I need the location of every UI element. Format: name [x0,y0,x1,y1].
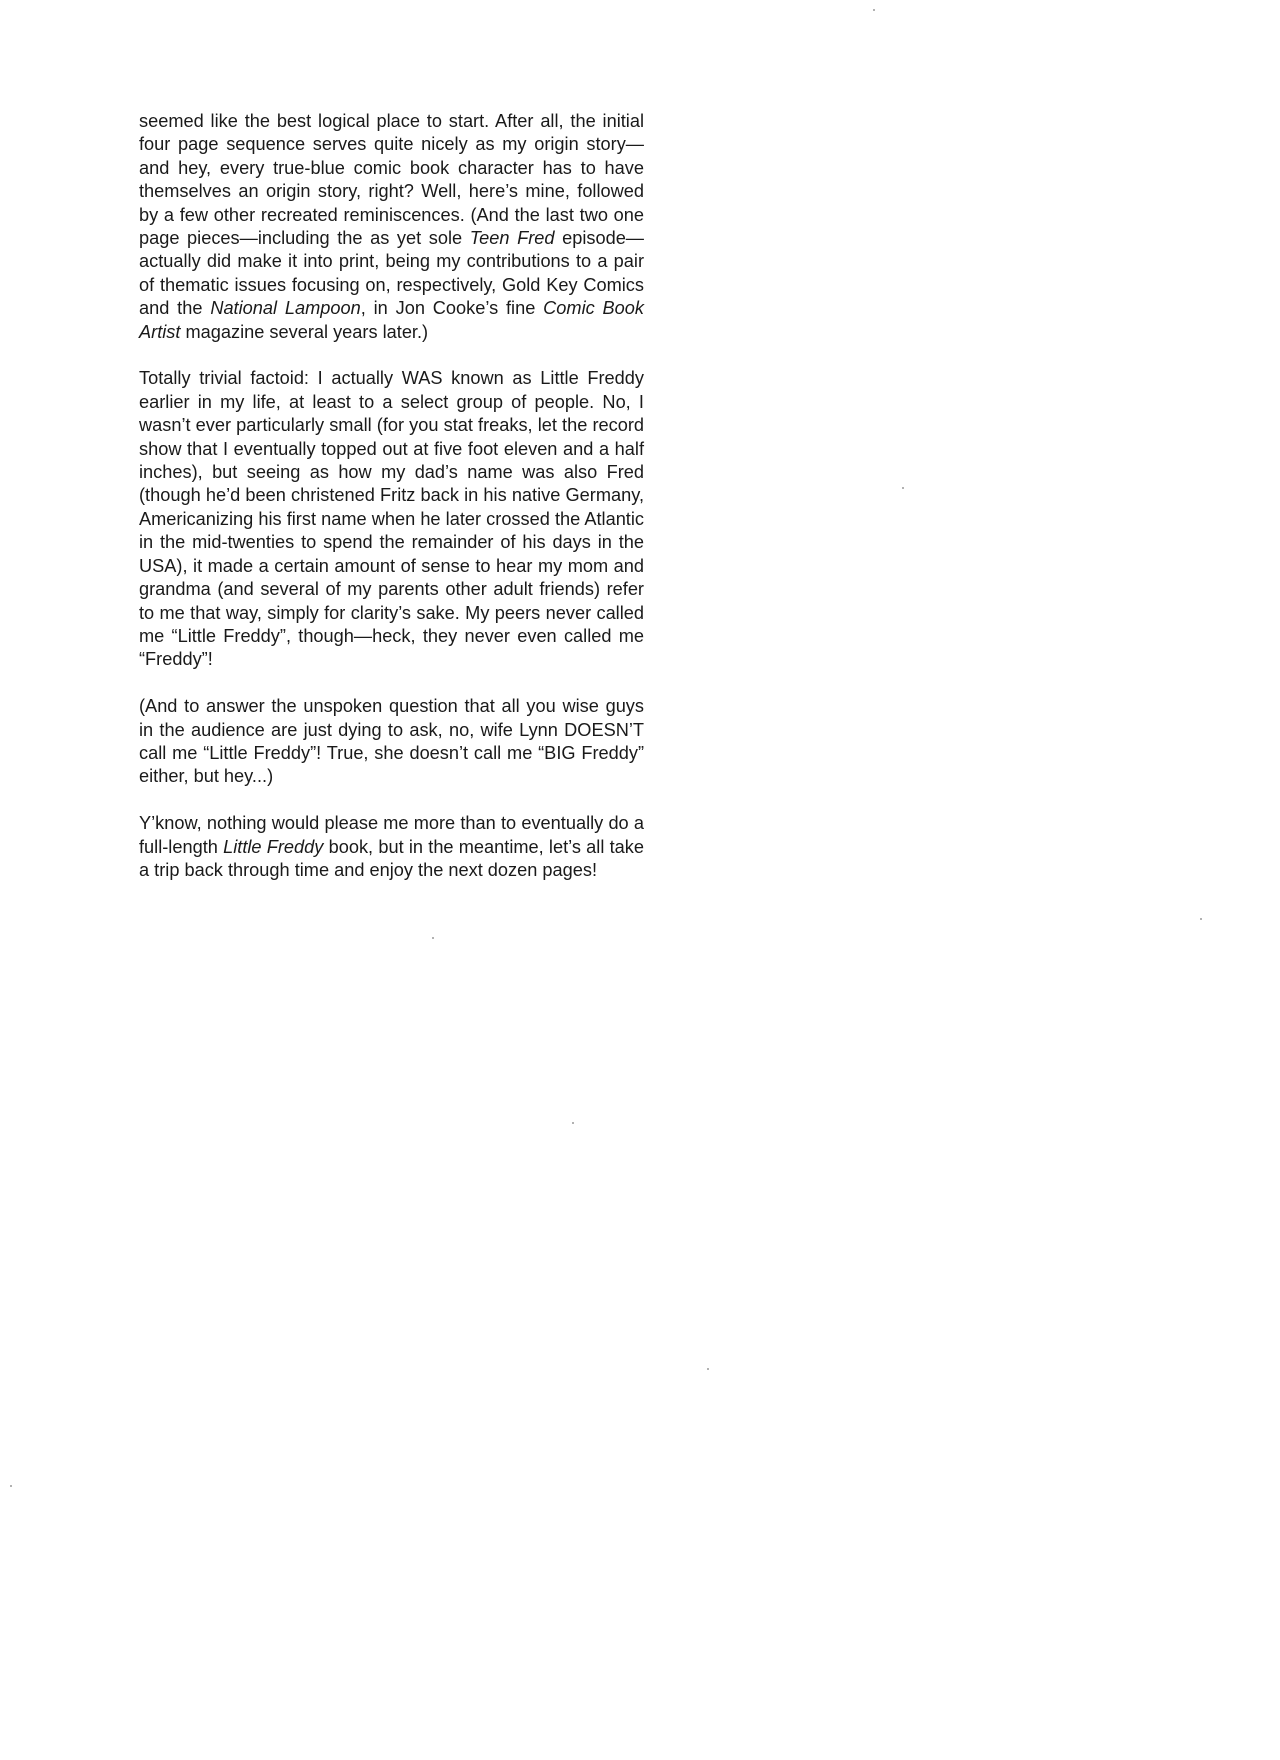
scan-speck [707,1368,709,1370]
italic-title-comic-book-artist: Comic Book Artist [139,298,645,342]
text-run: magazine several years later.) [180,321,429,342]
text-run: (And to answer the unspoken question that all you wise guys in the audience are just dying to ask, no, wife Lynn DOESN’T call me “Little Freddy”! True, she doesn’t call me “BIG Freddy” either, but hey...) [139,696,644,787]
text-run: , in Jon Cooke’s fine [360,298,544,319]
scan-speck [10,1485,12,1487]
scan-speck [432,937,434,939]
text-run: Y’know, nothing would please me more than to eventually do a full-length [139,813,644,857]
scan-speck [572,1122,574,1124]
paragraph-trivial-factoid [139,367,644,671]
paragraph-closing [139,812,644,882]
text-run: seemed like the best logical place to start. After all, the initial four page sequence serves quite nicely as my origin story—and hey, every true-blue comic book character has to have themselves an origin story, right? Well, here’s mine, followed by a few other recreated reminiscences. (And the last two one page pieces—including the as yet sole [139,111,644,249]
italic-title-little-freddy: Little Freddy [223,836,324,857]
scan-speck [1200,918,1202,920]
text-run: episode—actually did make it into print, being my contributions to a pair of thematic issues focusing on, respectively, Gold Key Comics and the [139,228,644,319]
scan-speck [873,9,875,11]
italic-title-teen-fred: Teen Fred [469,228,555,249]
paragraph-origin-story [139,110,644,344]
scan-speck [902,487,904,489]
paragraph-unspoken-question [139,695,644,789]
text-run: Totally trivial factoid: I actually WAS known as Little Freddy earlier in my life, at least to a select group of people. No, I wasn’t ever particularly small (for you stat freaks, let the record show that I eventually topped out at five foot eleven and a half inches), but seeing as how my dad’s name was also Fred (though he’d been christened Fritz back in his native Germany, Americanizing his first name when he later crossed the Atlantic in the mid-twenties to spend the remainder of his days in the USA), it made a certain amount of sense to hear my mom and grandma (and several of my parents other adult friends) refer to me that way, simply for clarity’s sake. My peers never called me “Little Freddy”, though—heck, they never even called me “Freddy”! [139,368,644,670]
italic-title-national-lampoon: National Lampoon [210,298,361,319]
text-column [139,110,644,882]
text-run: book, but in the meantime, let’s all take a trip back through time and enjoy the next dozen pages! [139,836,644,880]
